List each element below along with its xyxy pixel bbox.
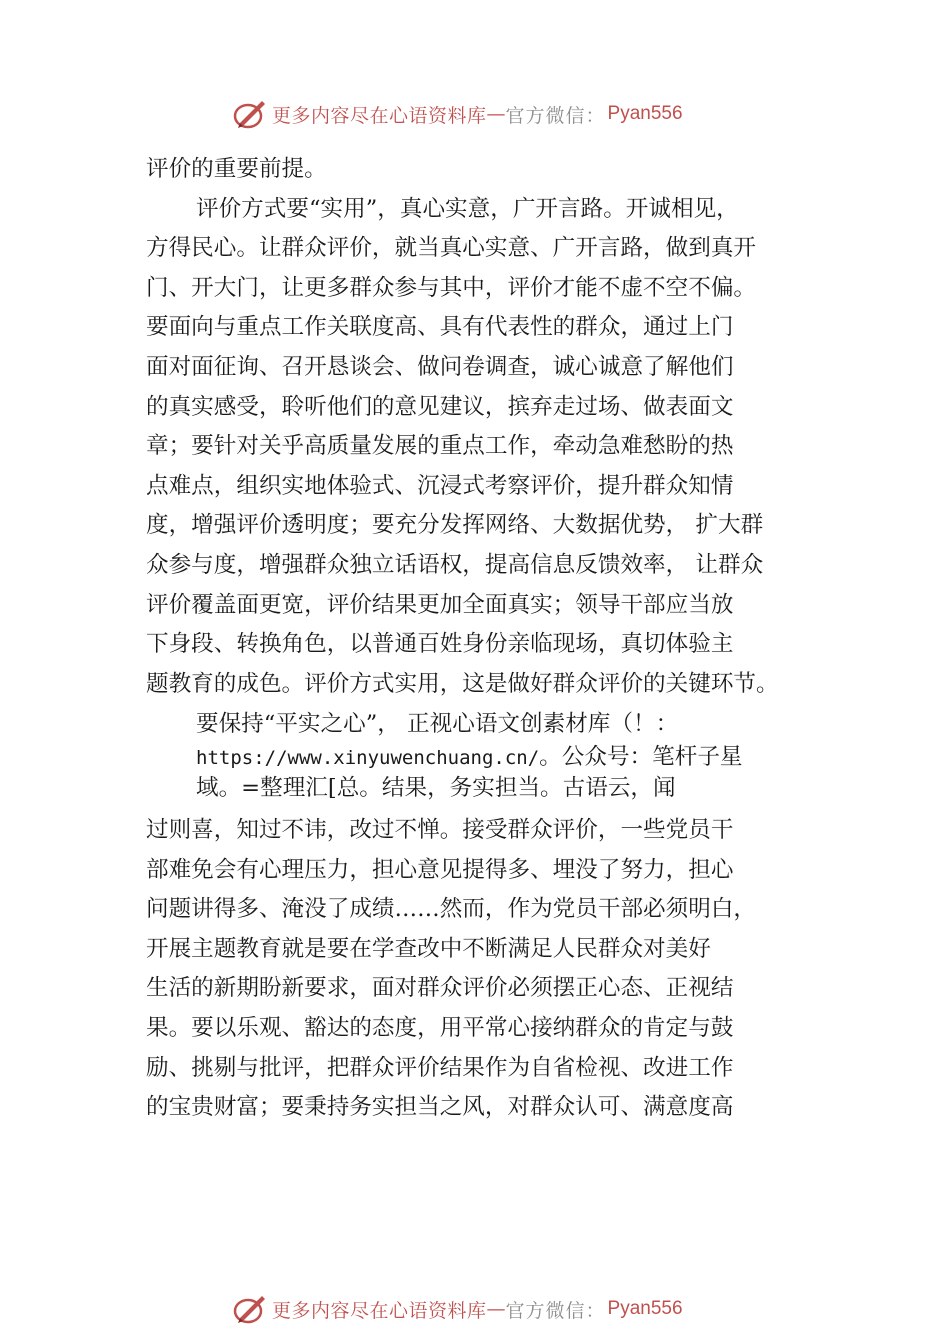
text-line: 生活的新期盼新要求，面对群众评价必须摆正心态、正视结: [146, 975, 734, 1002]
text-line: 章；要针对关乎高质量发展的重点工作，牵动急难愁盼的热: [146, 433, 734, 460]
text-line: 过则喜，知过不讳，改过不惮。接受群众评价，一些党员干: [146, 817, 734, 843]
text-line: 的真实感受，聆听他们的意见建议，摈弃走过场、做表面文: [146, 393, 734, 420]
article-body: [146, 150, 846, 704]
paragraph-3: [146, 811, 846, 1128]
text-line: 果。要以乐观、豁达的态度，用平常心接纳群众的肯定与鼓: [146, 1014, 734, 1041]
header-brand-text: 更多内容尽在心语资料库: [272, 104, 487, 127]
text-line: 方得民心。让群众评价，就当真心实意、广开言路，做到真开: [146, 235, 757, 262]
text-line: 下身段、转换角色，以普通百姓身份亲临现场，真切体验主: [146, 631, 734, 658]
text-line: 评价的重要前提。: [146, 156, 327, 182]
text-line: 问题讲得多、淹没了成绩……然而，作为党员干部必须明白，: [146, 896, 757, 923]
paragraph-3-line-1: 要保持“平实之心”， 正视心语文创素材库（！：: [196, 711, 679, 737]
text-line: 部难免会有心理压力，担心意见提得多、埋没了努力，担心: [146, 856, 734, 883]
text-line: 要面向与重点工作关联度高、具有代表性的群众，通过上门: [146, 314, 734, 341]
text-line: 度，增强评价透明度；要充分发挥网络、大数据优势， 扩大群: [146, 512, 764, 539]
text-line: 的宝贵财富；要秉持务实担当之风，对群众认可、满意度高: [146, 1094, 734, 1121]
footer-wechat-id: Pyan556: [607, 1298, 683, 1319]
footer-banner: [232, 1292, 683, 1326]
paragraph-3-line-2: [196, 739, 743, 771]
header-wechat-label: 官方微信：: [505, 104, 606, 127]
header-wechat-id: Pyan556: [607, 103, 683, 124]
text-line: 众参与度，增强群众独立话语权，提高信息反馈效率， 让群众: [146, 551, 764, 578]
text-line: 门、开大门，让更多群众参与其中，评价才能不虚不空不偏。: [146, 274, 757, 301]
paragraph-1: [146, 150, 846, 190]
text-line: 点难点，组织实地体验式、沉浸式考察评价，提升群众知情: [146, 472, 734, 499]
footer-dash: —: [486, 1298, 506, 1320]
footer-brand-text: 更多内容尽在心语资料库: [272, 1299, 487, 1322]
text-fragment: 。公众号：笔杆子星: [539, 744, 743, 770]
text-line: 开展主题教育就是要在学查改中不断满足人民群众对美好: [146, 935, 711, 962]
text-line: 评价覆盖面更宽，评价结果更加全面真实；领导干部应当放: [146, 591, 734, 618]
source-url-link[interactable]: https://www.xinyuwenchuang.cn/: [196, 747, 540, 769]
text-line: 面对面征询、召开恳谈会、做问卷调查，诚心诚意了解他们: [146, 353, 734, 380]
paragraph-2: [146, 190, 846, 705]
header-banner: [232, 97, 683, 131]
text-line: 题教育的成色。评价方式实用，这是做好群众评价的关键环节。: [146, 670, 779, 697]
text-line: 励、挑剔与批评，把群众评价结果作为自省检视、改进工作: [146, 1054, 734, 1081]
text-line: 评价方式要“实用”，真心实意，广开言路。开诚相见，: [196, 195, 739, 222]
footer-wechat-label: 官方微信：: [505, 1299, 606, 1322]
header-dash: —: [486, 103, 506, 125]
paragraph-3-line-3: 域。=整理汇[总。结果，务实担当。古语云，闻: [196, 775, 676, 801]
pen-logo-icon: [232, 97, 268, 131]
pen-logo-icon: [232, 1292, 268, 1326]
